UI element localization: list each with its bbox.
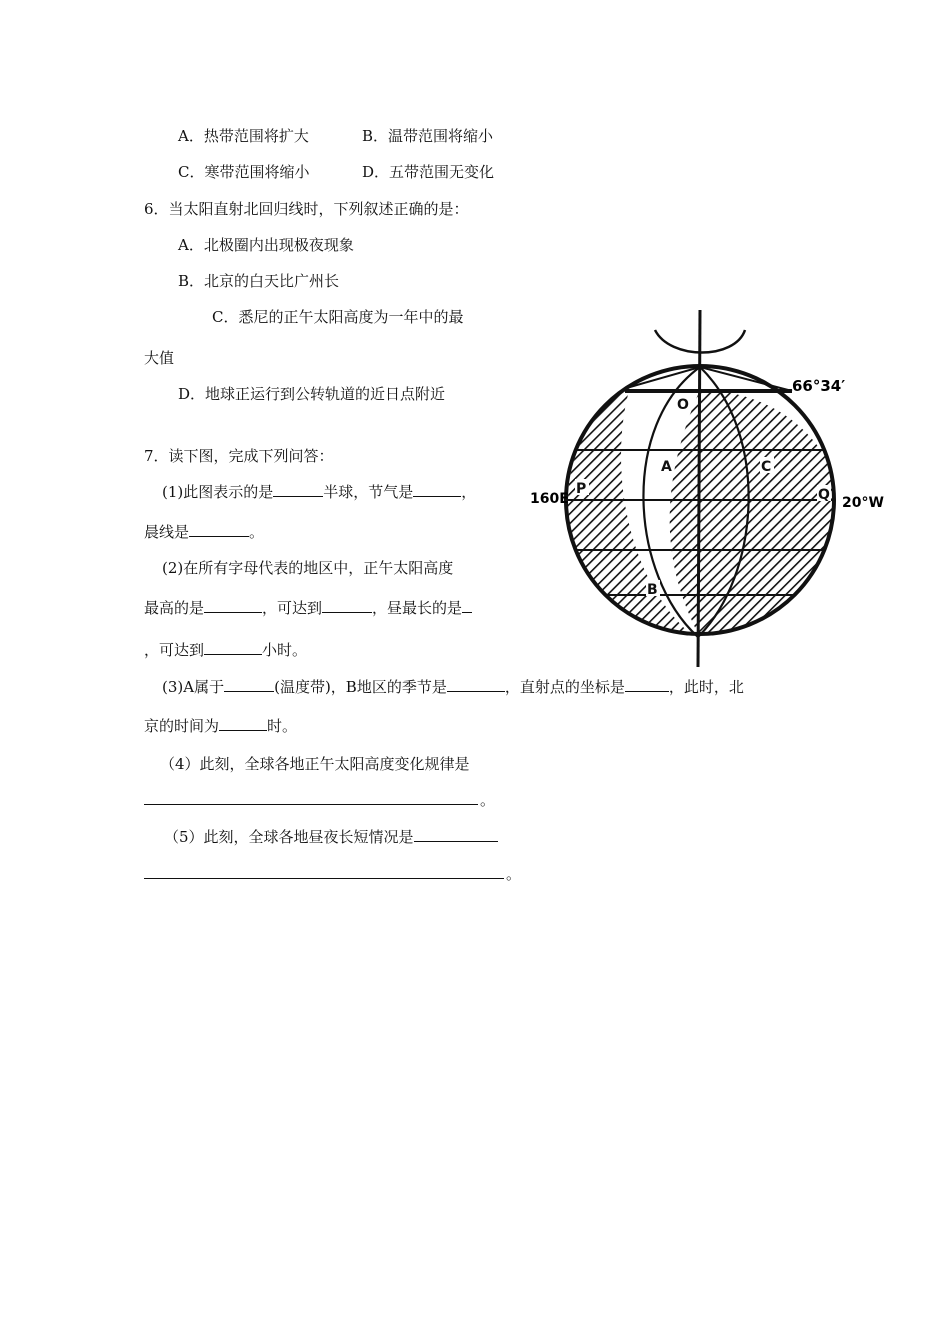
- blank-temperature-zone[interactable]: [224, 677, 274, 692]
- blank-subsolar-coordinate[interactable]: [625, 677, 669, 692]
- blank-day-night-rule[interactable]: [144, 878, 504, 879]
- blank-dawn-line[interactable]: [189, 522, 249, 537]
- q7-part3-line1: [162, 677, 744, 697]
- q7-part1-text-b: 半球，节气是: [323, 483, 414, 501]
- q6-stem: 6．当太阳直射北回归线时，下列叙述正确的是：: [144, 200, 469, 218]
- blank-solar-term[interactable]: [413, 482, 461, 497]
- q7-part5-line1: [164, 827, 498, 847]
- blank-beijing-time[interactable]: [219, 716, 267, 731]
- earth-axis: [698, 310, 700, 667]
- q7-part3-text-e: 京的时间为: [144, 717, 220, 735]
- q7-part5-text: （5）此刻，全球各地昼夜长短情况是: [164, 828, 414, 846]
- q7-part2-text-e: ，可达到: [144, 641, 205, 659]
- q7-part3-line2: [144, 716, 297, 736]
- point-b: B: [647, 582, 658, 598]
- q7-part2-text-c: ，可达到: [262, 599, 323, 617]
- q7-part1-text-d: 晨线是: [144, 523, 190, 541]
- point-a: A: [661, 459, 672, 475]
- blank-day-hours[interactable]: [204, 640, 262, 655]
- label-160e: 160E: [530, 491, 569, 507]
- blank-sun-altitude[interactable]: [322, 598, 372, 613]
- q7-part1-text-c: ，: [461, 483, 477, 501]
- q6-option-c: C．悉尼的正午太阳高度为一年中的最: [212, 308, 464, 326]
- q6-option-a: A．北极圈内出现极夜现象: [178, 236, 354, 254]
- q7-part3-text-c: ，直射点的坐标是: [504, 678, 625, 696]
- q6-option-d: D．地球正运行到公转轨道的近日点附近: [178, 385, 446, 403]
- blank-longest-day[interactable]: [462, 598, 472, 613]
- label-latitude: 66°34′: [792, 377, 846, 395]
- q7-part5-end: 。: [506, 865, 522, 883]
- q7-part3-text-a: (3)A属于: [162, 678, 225, 696]
- q7-part2-text-b: 最高的是: [144, 599, 205, 617]
- point-q: Q: [818, 487, 830, 503]
- q6-option-c-cont: 大值: [144, 349, 175, 367]
- q5-option-d: D．五带范围无变化: [362, 163, 495, 181]
- q7-part3-text-b: (温度带)，B地区的季节是: [274, 678, 447, 696]
- blank-season[interactable]: [447, 677, 505, 692]
- q5-option-c: C．寒带范围将缩小: [178, 163, 310, 181]
- q7-part1-line1: [162, 482, 476, 502]
- q7-part2-line3: [144, 640, 307, 660]
- q7-part3-text-d: ，此时，北: [668, 678, 744, 696]
- q7-part2-text-f: 小时。: [262, 641, 308, 659]
- q7-part1-text-e: 。: [249, 523, 265, 541]
- night-area: [670, 390, 841, 638]
- blank-highest-sun[interactable]: [204, 598, 262, 613]
- blank-day-night-start[interactable]: [414, 827, 498, 842]
- globe-diagram: [520, 305, 890, 675]
- point-o: O: [677, 397, 689, 413]
- q7-part1-line2: [144, 522, 264, 542]
- q6-option-b: B．北京的白天比广州长: [178, 272, 340, 290]
- blank-hemisphere[interactable]: [273, 482, 323, 497]
- q7-part2-text-d: ，昼最长的是: [372, 599, 463, 617]
- q5-option-a: A．热带范围将扩大: [178, 127, 309, 145]
- q7-part2-line1: (2)在所有字母代表的地区中，正午太阳高度: [162, 559, 454, 577]
- q7-part4-end: 。: [480, 791, 496, 809]
- label-20w: 20°W: [842, 495, 884, 511]
- point-c: C: [761, 459, 772, 475]
- q5-option-b: B．温带范围将缩小: [362, 127, 494, 145]
- q7-part4-line1: （4）此刻，全球各地正午太阳高度变化规律是: [160, 755, 470, 773]
- point-p: P: [576, 481, 587, 497]
- blank-noon-altitude-rule[interactable]: [144, 804, 478, 805]
- q7-part2-line2: [144, 598, 472, 618]
- q7-part1-text-a: (1)此图表示的是: [162, 483, 274, 501]
- q7-stem: 7．读下图，完成下列问答：: [144, 447, 334, 465]
- q7-part3-text-f: 时。: [267, 717, 298, 735]
